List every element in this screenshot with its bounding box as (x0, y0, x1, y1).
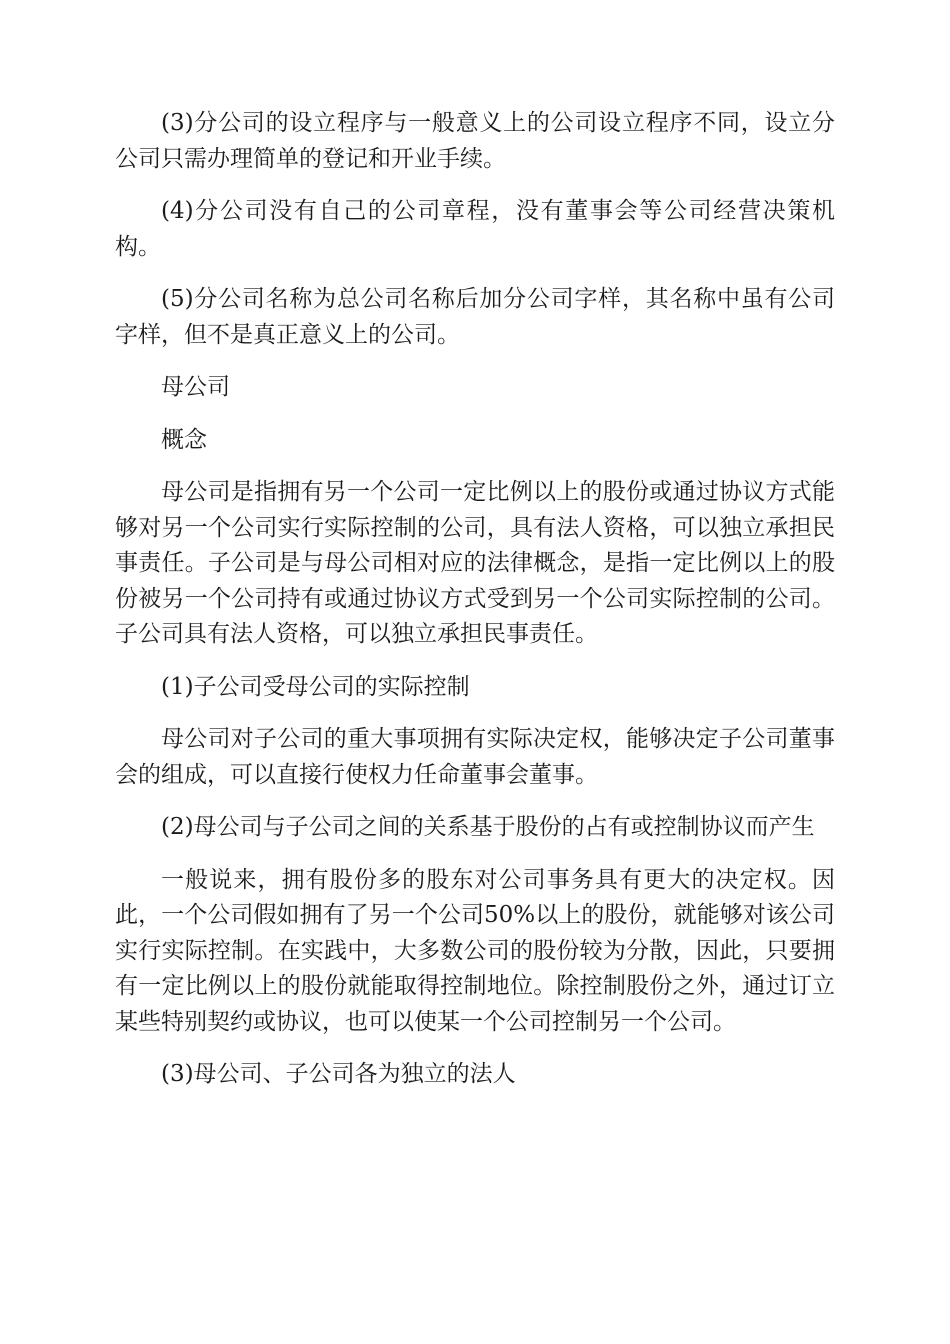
paragraph-shareholding-control: 一般说来，拥有股份多的股东对公司事务具有更大的决定权。因此，一个公司假如拥有了另一个公司50%以上的股份，就能够对该公司实行实际控制。在实践中，大多数公司的股份较为分散，因此，只要拥有一定比例以上的股份就能取得控制地位。除控制股份之外，通过订立某些特别契约或协议，也可以使某一个公司控制另一个公司。 (115, 866, 835, 1035)
point-heading-3: (3)母公司、子公司各为独立的法人 (161, 1061, 516, 1087)
subsection-heading-concept: 概念 (161, 426, 207, 453)
paragraph-parent-decision-power: 母公司对子公司的重大事项拥有实际决定权，能够决定子公司董事会的组成，可以直接行使权力任命董事会董事。 (115, 726, 835, 788)
paragraph-branch-establishment: (3)分公司的设立程序与一般意义上的公司设立程序不同，设立分公司只需办理简单的登记和开业手续。 (115, 110, 835, 172)
paragraph-branch-name: (5)分公司名称为总公司名称后加分公司字样，其名称中虽有公司字样，但不是真正意义上的公司。 (115, 286, 835, 348)
paragraph-parent-definition: 母公司是指拥有另一个公司一定比例以上的股份或通过协议方式能够对另一个公司实行实际控制的公司，具有法人资格，可以独立承担民事责任。子公司是与母公司相对应的法律概念，是指一定比例以上的股份被另一个公司持有或通过协议方式受到另一个公司实际控制的公司。子公司具有法人资格，可以独立承担民事责任。 (115, 479, 835, 647)
section-heading-parent-company: 母公司 (161, 374, 230, 400)
document-page (115, 106, 835, 1110)
point-heading-2: (2)母公司与子公司之间的关系基于股份的占有或控制协议而产生 (161, 814, 815, 840)
paragraph-branch-no-articles: (4)分公司没有自己的公司章程，没有董事会等公司经营决策机构。 (115, 198, 835, 260)
point-heading-1: (1)子公司受母公司的实际控制 (161, 673, 470, 700)
